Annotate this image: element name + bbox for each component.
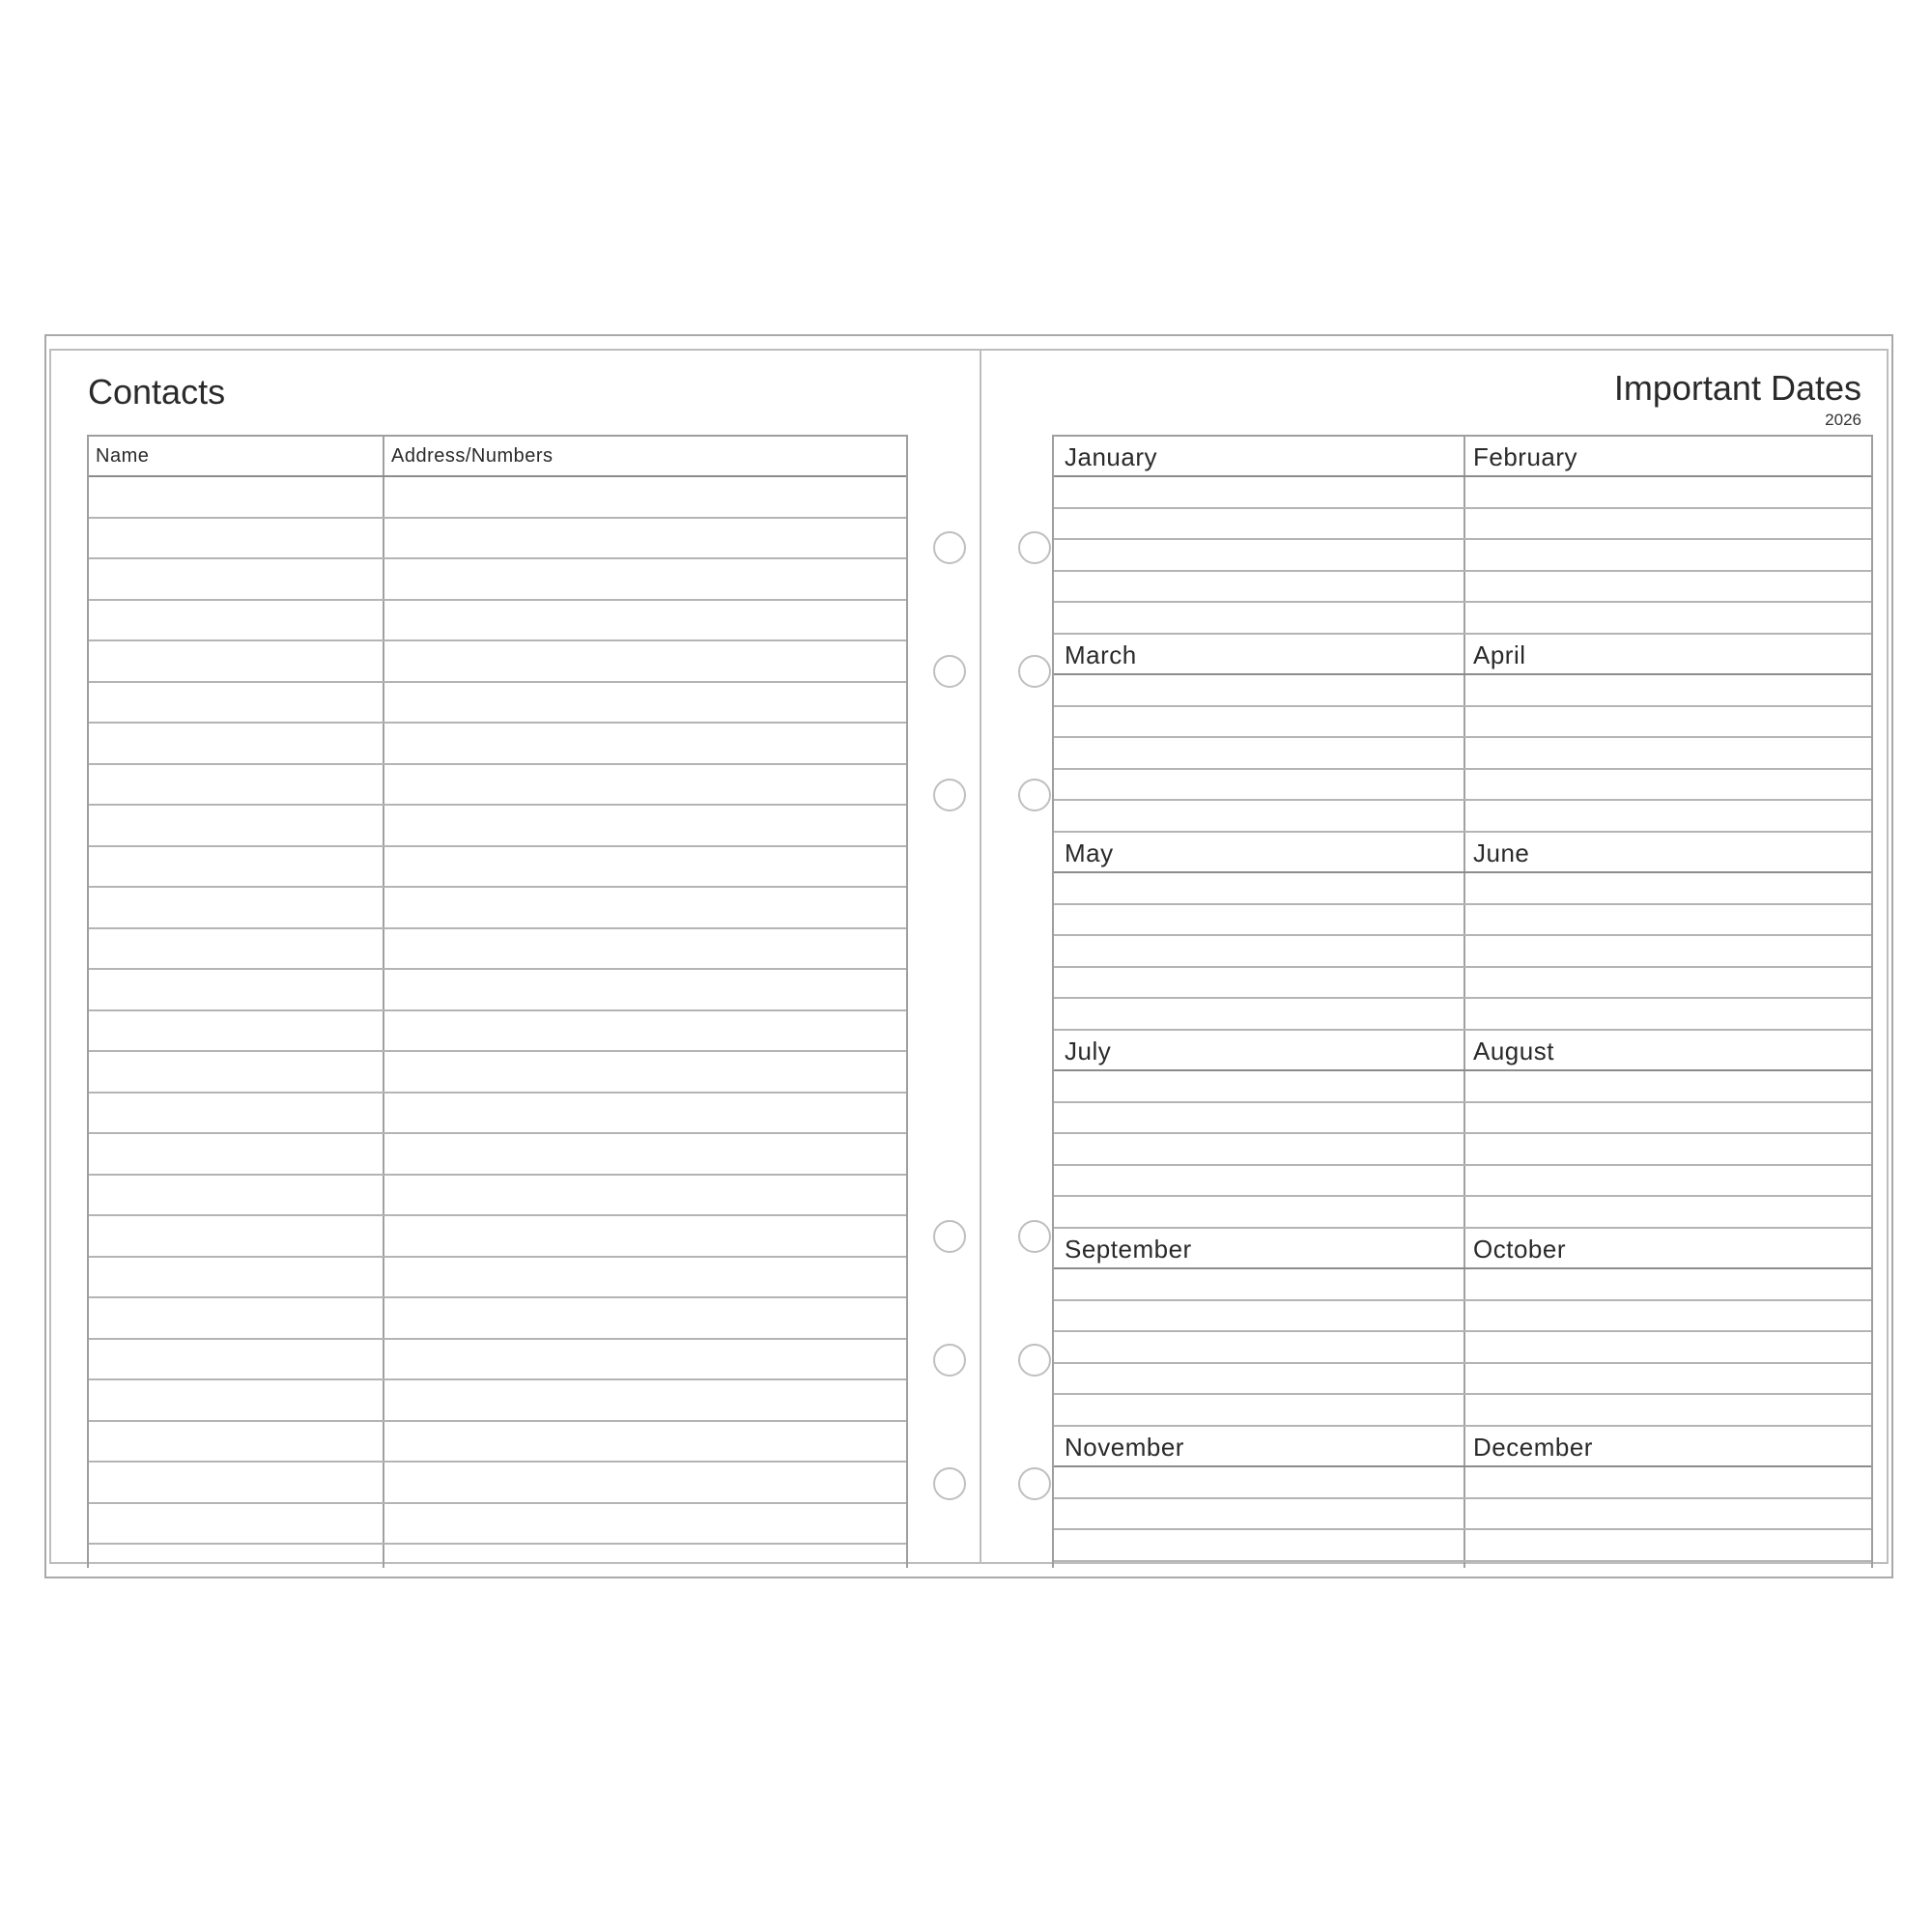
contact-name-cell[interactable] <box>89 724 384 763</box>
contact-name-cell[interactable] <box>89 559 384 599</box>
contact-address-cell[interactable] <box>384 1011 906 1051</box>
binder-hole <box>933 779 966 811</box>
contact-name-cell[interactable] <box>89 888 384 927</box>
contact-row[interactable] <box>89 1216 906 1258</box>
contact-address-cell[interactable] <box>384 1052 906 1092</box>
month-header <box>1054 635 1871 675</box>
contact-address-cell[interactable] <box>384 641 906 681</box>
contacts-title: Contacts <box>88 372 226 412</box>
binder-hole <box>933 1467 966 1500</box>
contact-row[interactable] <box>89 1504 906 1546</box>
date-entry-line[interactable] <box>1054 905 1871 937</box>
month-header <box>1054 833 1871 873</box>
month-header <box>1054 437 1871 477</box>
contact-name-cell[interactable] <box>89 1258 384 1297</box>
contact-row[interactable] <box>89 1011 906 1053</box>
date-entry-line[interactable] <box>1054 936 1871 968</box>
contact-name-cell[interactable] <box>89 1094 384 1133</box>
month-pair-block <box>1054 635 1871 833</box>
contact-row[interactable] <box>89 806 906 847</box>
binder-hole <box>933 655 966 688</box>
contact-address-cell[interactable] <box>384 1176 906 1215</box>
month-label: February <box>1473 442 1578 471</box>
month-pair-block <box>1054 1229 1871 1427</box>
binder-hole <box>933 1344 966 1377</box>
planner-spread <box>49 349 1889 1564</box>
contact-row[interactable] <box>89 1422 906 1463</box>
month-label: December <box>1473 1433 1593 1462</box>
contact-name-cell[interactable] <box>89 477 384 517</box>
important-dates-title: Important Dates <box>1613 368 1861 408</box>
contact-address-cell[interactable] <box>384 601 906 640</box>
date-entry-line[interactable] <box>1054 1197 1871 1229</box>
date-entry-line[interactable] <box>1054 707 1871 739</box>
binder-hole <box>1018 1344 1051 1377</box>
binder-hole <box>1018 655 1051 688</box>
contact-name-cell[interactable] <box>89 1340 384 1379</box>
contact-address-cell[interactable] <box>384 806 906 845</box>
contact-address-cell[interactable] <box>384 1094 906 1133</box>
binder-hole <box>933 1220 966 1253</box>
contact-row[interactable] <box>89 1463 906 1504</box>
contact-name-cell[interactable] <box>89 683 384 723</box>
center-fold <box>980 351 981 1562</box>
month-pair-block <box>1054 1427 1871 1568</box>
month-header <box>1054 1427 1871 1467</box>
contact-row[interactable] <box>89 1298 906 1340</box>
month-header <box>1054 1031 1871 1071</box>
date-entry-line[interactable] <box>1054 999 1871 1031</box>
contact-name-cell[interactable] <box>89 1011 384 1051</box>
date-entry-line[interactable] <box>1054 1301 1871 1333</box>
contact-name-cell[interactable] <box>89 970 384 1009</box>
month-label: April <box>1473 640 1526 669</box>
contact-name-cell[interactable] <box>89 1422 384 1462</box>
contact-name-cell[interactable] <box>89 1052 384 1092</box>
date-entry-line[interactable] <box>1054 1562 1871 1569</box>
date-entry-line[interactable] <box>1054 540 1871 572</box>
contact-address-cell[interactable] <box>384 1463 906 1502</box>
date-entry-line[interactable] <box>1054 968 1871 1000</box>
year-label: 2026 <box>1825 411 1861 429</box>
contact-name-cell[interactable] <box>89 1134 384 1174</box>
contact-row[interactable] <box>89 683 906 724</box>
date-entry-line[interactable] <box>1054 509 1871 541</box>
date-entry-line[interactable] <box>1054 1103 1871 1135</box>
contact-address-cell[interactable] <box>384 1340 906 1379</box>
date-entry-line[interactable] <box>1054 770 1871 802</box>
important-dates-grid <box>1052 435 1873 1568</box>
date-entry-line[interactable] <box>1054 675 1871 707</box>
month-pair-block <box>1054 833 1871 1031</box>
date-entry-line[interactable] <box>1054 1364 1871 1396</box>
date-entry-line[interactable] <box>1054 1071 1871 1103</box>
date-entry-line[interactable] <box>1054 873 1871 905</box>
contact-name-cell[interactable] <box>89 1380 384 1420</box>
contact-address-cell[interactable] <box>384 1422 906 1462</box>
date-entry-line[interactable] <box>1054 603 1871 635</box>
binder-hole <box>933 531 966 564</box>
contact-row[interactable] <box>89 1094 906 1135</box>
date-entry-line[interactable] <box>1054 1530 1871 1562</box>
contact-rows <box>89 477 906 1568</box>
contact-address-cell[interactable] <box>384 519 906 558</box>
month-label: January <box>1065 442 1157 471</box>
name-column-header: Name <box>89 437 384 475</box>
contact-name-cell[interactable] <box>89 1176 384 1215</box>
planner-sheet <box>44 334 1893 1578</box>
month-label: November <box>1065 1433 1184 1462</box>
date-entry-line[interactable] <box>1054 477 1871 509</box>
contact-row[interactable] <box>89 559 906 601</box>
date-entry-line[interactable] <box>1054 1467 1871 1499</box>
contact-row[interactable] <box>89 970 906 1011</box>
contact-address-cell[interactable] <box>384 1504 906 1544</box>
contact-address-cell[interactable] <box>384 559 906 599</box>
contact-row[interactable] <box>89 765 906 807</box>
binder-hole <box>1018 531 1051 564</box>
date-entry-line[interactable] <box>1054 801 1871 833</box>
contact-address-cell[interactable] <box>384 1380 906 1420</box>
date-entry-line[interactable] <box>1054 738 1871 770</box>
contact-address-cell[interactable] <box>384 1216 906 1256</box>
month-pair-block <box>1054 1031 1871 1229</box>
contact-row[interactable] <box>89 477 906 519</box>
contact-name-cell[interactable] <box>89 1545 384 1568</box>
contact-row[interactable] <box>89 1545 906 1568</box>
contact-name-cell[interactable] <box>89 601 384 640</box>
date-entry-line[interactable] <box>1054 1332 1871 1364</box>
contact-name-cell[interactable] <box>89 641 384 681</box>
month-label: March <box>1065 640 1137 669</box>
contact-name-cell[interactable] <box>89 1216 384 1256</box>
month-label: May <box>1065 838 1114 867</box>
contact-name-cell[interactable] <box>89 1298 384 1338</box>
contact-name-cell[interactable] <box>89 1504 384 1544</box>
contact-address-cell[interactable] <box>384 847 906 887</box>
date-entry-line[interactable] <box>1054 1499 1871 1531</box>
contact-address-cell[interactable] <box>384 1258 906 1297</box>
contact-name-cell[interactable] <box>89 847 384 887</box>
address-column-header: Address/Numbers <box>391 445 554 467</box>
month-label: October <box>1473 1235 1566 1264</box>
contact-name-cell[interactable] <box>89 765 384 805</box>
contact-row[interactable] <box>89 601 906 642</box>
contact-address-cell[interactable] <box>384 765 906 805</box>
contact-name-cell[interactable] <box>89 519 384 558</box>
contact-address-cell[interactable] <box>384 1298 906 1338</box>
date-entry-line[interactable] <box>1054 572 1871 604</box>
binder-hole <box>1018 779 1051 811</box>
contact-address-cell[interactable] <box>384 929 906 969</box>
contacts-table <box>87 435 908 1568</box>
contact-row[interactable] <box>89 1340 906 1381</box>
contact-address-cell[interactable] <box>384 1545 906 1568</box>
contact-address-cell[interactable] <box>384 724 906 763</box>
contact-row[interactable] <box>89 641 906 683</box>
month-label: July <box>1065 1037 1112 1065</box>
contact-row[interactable] <box>89 847 906 889</box>
month-blocks <box>1054 437 1871 1568</box>
contact-row[interactable] <box>89 1176 906 1217</box>
month-label: June <box>1473 838 1530 867</box>
binder-hole <box>1018 1467 1051 1500</box>
contact-row[interactable] <box>89 519 906 560</box>
contact-row[interactable] <box>89 1052 906 1094</box>
contact-name-cell[interactable] <box>89 929 384 969</box>
month-label: September <box>1065 1235 1192 1264</box>
contact-row[interactable] <box>89 1258 906 1299</box>
contact-address-cell[interactable] <box>384 683 906 723</box>
contact-name-cell[interactable] <box>89 1463 384 1502</box>
month-label: August <box>1473 1037 1554 1065</box>
contact-row[interactable] <box>89 888 906 929</box>
contact-address-cell[interactable] <box>384 1134 906 1174</box>
date-entry-line[interactable] <box>1054 1395 1871 1427</box>
contact-address-cell[interactable] <box>384 970 906 1009</box>
date-entry-line[interactable] <box>1054 1269 1871 1301</box>
date-entry-line[interactable] <box>1054 1134 1871 1166</box>
contact-address-cell[interactable] <box>384 888 906 927</box>
date-entry-line[interactable] <box>1054 1166 1871 1198</box>
contact-row[interactable] <box>89 1380 906 1422</box>
contacts-header <box>89 437 906 477</box>
month-header <box>1054 1229 1871 1269</box>
contact-name-cell[interactable] <box>89 806 384 845</box>
contact-row[interactable] <box>89 1134 906 1176</box>
contact-row[interactable] <box>89 929 906 971</box>
contact-row[interactable] <box>89 724 906 765</box>
contact-address-cell[interactable] <box>384 477 906 517</box>
month-pair-block <box>1054 437 1871 635</box>
binder-hole <box>1018 1220 1051 1253</box>
